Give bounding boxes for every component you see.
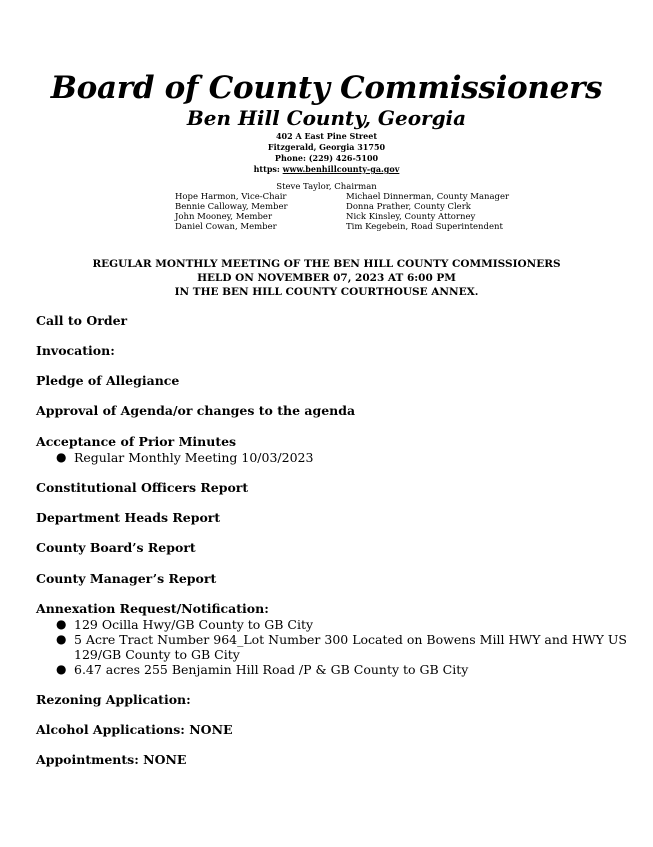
agenda-item-title: Constitutional Officers Report [36, 480, 249, 495]
address-city: Fitzgerald, Georgia 31750 [267, 142, 386, 152]
bullet-icon: ● [56, 450, 67, 464]
official-name: Hope Harmon, Vice-Chair [175, 192, 287, 202]
agenda-item-title: Acceptance of Prior Minutes [36, 434, 237, 449]
list-item-text: Regular Monthly Meeting 10/03/2023 [74, 450, 314, 465]
agenda-item-title: County Manager’s Report [36, 571, 217, 586]
meeting-heading [0, 257, 653, 299]
officials-left-column [175, 192, 288, 232]
officials-right-column [346, 192, 509, 232]
agenda-item-title: Alcohol Applications: NONE [36, 722, 233, 737]
agenda-item-minutes [36, 434, 636, 465]
official-name: Michael Dinnerman, County Manager [346, 192, 510, 202]
agenda-item-title: Invocation: [36, 343, 115, 358]
bullet-icon: ● [56, 662, 67, 676]
county-title: Ben Hill County, Georgia [186, 106, 467, 130]
list-item-text: 129 Ocilla Hwy/GB County to GB City [74, 617, 314, 632]
website-prefix: https: [253, 164, 283, 174]
list-item-text: 6.47 acres 255 Benjamin Hill Road /P & GB County to GB City [74, 662, 469, 677]
org-title: Board of County Commissioners [50, 70, 603, 106]
official-name: Nick Kinsley, County Attorney [346, 212, 476, 222]
agenda-item-pledge [36, 373, 636, 389]
agenda-item-title: Department Heads Report [36, 510, 221, 525]
agenda-item-annexation [36, 601, 636, 677]
agenda-item-invocation [36, 343, 636, 359]
agenda-item-alcohol [36, 722, 636, 738]
meeting-line: HELD ON NOVEMBER 07, 2023 AT 6:00 PM [197, 272, 456, 284]
agenda-item-rezoning [36, 692, 636, 708]
agenda-item-title: Annexation Request/Notification: [36, 601, 269, 616]
agenda-item-title: Rezoning Application: [36, 692, 191, 707]
minutes-list [36, 450, 636, 465]
chairman: Steve Taylor, Chairman [276, 182, 377, 192]
agenda-item-title: Call to Order [36, 313, 128, 328]
official-name: Bennie Calloway, Member [175, 202, 288, 212]
annexation-list [36, 617, 636, 677]
meeting-line: REGULAR MONTHLY MEETING OF THE BEN HILL COUNTY COMMISSIONERS [92, 258, 561, 270]
official-name: John Mooney, Member [175, 212, 273, 222]
list-item [36, 450, 636, 465]
website-line [0, 164, 653, 175]
agenda-item-approval [36, 403, 636, 419]
address-block [0, 131, 653, 175]
agenda-item-title: County Board’s Report [36, 540, 196, 555]
list-item-text: 5 Acre Tract Number 964_Lot Number 300 Located on Bowens Mill HWY and HWY US 129/GB County to GB City [74, 632, 627, 662]
agenda-item-county-manager [36, 571, 636, 587]
list-item [36, 632, 636, 662]
agenda-item-dept-heads [36, 510, 636, 526]
official-name: Donna Prather, County Clerk [346, 202, 471, 212]
address-street: 402 A East Pine Street [275, 131, 378, 141]
list-item [36, 617, 636, 632]
agenda-item-title: Appointments: NONE [36, 752, 187, 767]
agenda-item-constitutional [36, 480, 636, 496]
phone: Phone: (229) 426-5100 [274, 153, 379, 163]
bullet-icon: ● [56, 617, 67, 631]
agenda-item-title: Pledge of Allegiance [36, 373, 180, 388]
website-link[interactable]: www.benhillcounty-ga.gov [282, 164, 400, 174]
list-item [36, 662, 636, 677]
agenda-item-county-board [36, 540, 636, 556]
agenda-item-title: Approval of Agenda/or changes to the agenda [36, 403, 356, 418]
agenda-item-call-to-order [36, 313, 636, 329]
meeting-line: IN THE BEN HILL COUNTY COURTHOUSE ANNEX. [174, 286, 479, 298]
official-name: Tim Kegebein, Road Superintendent [346, 222, 503, 232]
bullet-icon: ● [56, 632, 67, 646]
agenda-item-appointments [36, 752, 636, 768]
official-name: Daniel Cowan, Member [175, 222, 277, 232]
